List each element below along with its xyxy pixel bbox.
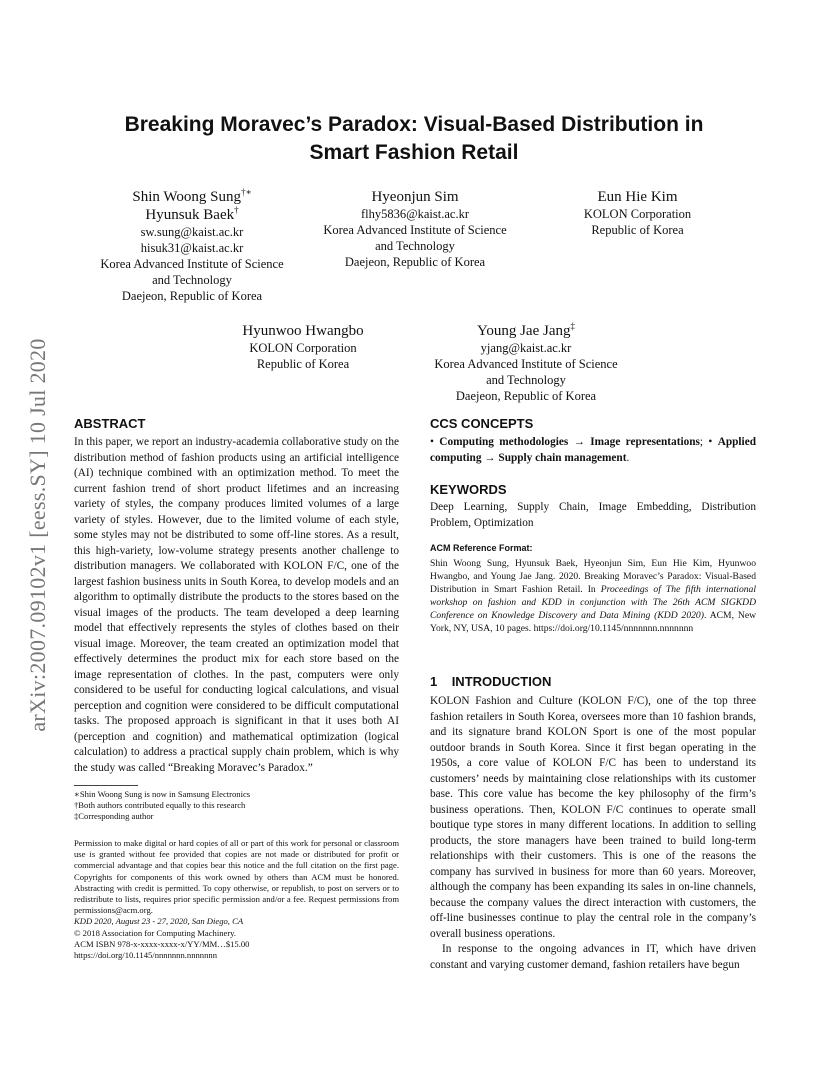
paper-title [0, 111, 828, 167]
ccs-concept-1: Computing methodologies → Image representations [439, 436, 700, 448]
footnote: ‡Corresponding author [74, 811, 154, 821]
footnote: ∗Shin Woong Sung is now in Samsung Electronics [74, 789, 251, 799]
author-email: hisuk31@kaist.ac.kr [140, 241, 244, 255]
abstract-text: In this paper, we report an industry-academia collaborative study on the distribution method of fashion products using an artificial intelligence (AI) technique combined with an optimization method. To meet the current fashion trend of short product lifetimes and an increasing variety of styles, the company produces limited volumes of a large variety of styles. However, due to the limited volume of each style, some styles may not be distributed to some off-line stores. As a result, this high-variety, low-volume strategy presents another challenge to distribution managers. We collaborated with KOLON F/C, one of the largest fashion business units in South Korea, to develop models and an algorithm to optimally distribute the products to the stores based on the visual images of the products. The team developed a deep learning model that effectively represents the styles of clothes based on their visual image. Moreover, the team created an optimization model that effectively determines the product mix for each store based on the image representation of clothes. In the past, computers were only considered to be useful for conducting logical calculations, and visual perception and cognition were considered to be difficult computational tasks. The proposed approach is significant in that it uses both AI (perception and cognition) and mathematical optimization (logical calculation) to address a practical supply chain problem, which is why the study was called “Breaking Moravec’s Paradox.” [74, 436, 399, 774]
title-line-1: Breaking Moravec’s Paradox: Visual-Based Distribution in [124, 113, 704, 136]
author-affiliation: Korea Advanced Institute of Science [434, 357, 618, 371]
acm-ref-heading: ACM Reference Format: [430, 543, 533, 553]
isbn-line: ACM ISBN 978-x-xxxx-xxxx-x/YY/MM…$15.00 [74, 938, 250, 949]
ccs-heading: CCS CONCEPTS [430, 416, 534, 431]
author-group-4 [193, 322, 413, 372]
copyright-line: © 2018 Association for Computing Machinery. [74, 927, 237, 938]
author-affiliation: KOLON Corporation [583, 207, 692, 221]
permission-text: Permission to make digital or hard copies of all or part of this work for personal or classroom use is granted without fee provided that copies are not made or distributed for profit or commercial advantage and that copies bear this notice and the full citation on the first page. Copyrights for components of this work owned by others than ACM must be honored. Abstracting with credit is permitted. To copy otherwise, or republish, to post on servers or to redistribute to lists, requires prior specific permission and/or a fee. Request permissions from permissions@acm.org. [74, 838, 399, 916]
author-email: yjang@kaist.ac.kr [480, 341, 572, 355]
author-affiliation: Korea Advanced Institute of Science [100, 257, 284, 271]
author-group-3 [530, 188, 745, 238]
author-location: Republic of Korea [591, 223, 684, 237]
title-line-2: Smart Fashion Retail [309, 141, 519, 164]
author-affiliation: and Technology [152, 273, 232, 287]
intro-paragraph-2: In response to the ongoing advances in IT, which have driven constant and varying customer demand, fashion retailers have begun [430, 943, 756, 971]
abstract-heading: ABSTRACT [74, 416, 146, 431]
arxiv-identifier: arXiv:2007.09102v1 [eess.SY] 10 Jul 2020 [25, 338, 50, 732]
arxiv-sidebar [18, 290, 58, 780]
ccs-bullet: • [708, 436, 713, 448]
intro-heading [430, 674, 551, 689]
author-affiliation: and Technology [486, 373, 566, 387]
acm-ref-tail: . ACM, New York, NY, USA, 10 pages. https://doi.org/10.1145/nnnnnnn.nnnnnnn [430, 610, 756, 634]
author-mark: †∗ [240, 187, 252, 197]
author-affiliation: Korea Advanced Institute of Science [323, 223, 507, 237]
footnote-rule [74, 785, 138, 786]
footnote: †Both authors contributed equally to this research [74, 800, 246, 810]
acm-ref-venue: Proceedings of The fifth international workshop on fashion and KDD in conjunction with The 26th ACM SIGKDD Conference on Knowledge Discovery and Data Mining (KDD 2020) [430, 584, 756, 621]
intro-body [430, 694, 756, 973]
author-name: Young Jae Jang [477, 323, 571, 339]
intro-paragraph-1: KOLON Fashion and Culture (KOLON F/C), one of the top three fashion retailers in South Korea, oversees more than 10 fashion brands, and its signature brand KOLON Sport is one of the most popular outdoor brands in South Korea. Since it first began operating in the 1950s, a core value of KOLON F/C has been to understand its customers’ needs by maintaining close relationships with its customer base. This core value has become the key philosophy of the firm’s business operations. Then, KOLON F/C continues to operate small boutique type stores in many different locations. In addition to selling products, the store managers have been trained to build long-term relationships with their customers. This is one of the reasons the company has survived in business for more than 60 years. Moreover, although the company has been expanding its sales in on-line channels, because the company values the direct interaction with customers, the off-line businesses continue to play the central role in the company’s overall business operations. [430, 695, 756, 940]
acm-ref-authors: Shin Woong Sung, Hyunsuk Baek, Hyeonjun Sim, Eun Hie Kim, Hyunwoo Hwangbo, and Young Jae Jang. 2020. Breaking Moravec’s Paradox: Visual-Based Distribution in Smart Fashion Retail. In [430, 558, 756, 595]
ccs-concept-2: Applied computing → Supply chain management [430, 436, 756, 464]
author-group-2 [305, 188, 525, 270]
author-email: flhy5836@kaist.ac.kr [360, 207, 469, 221]
author-location: Daejeon, Republic of Korea [455, 389, 597, 403]
author-name: Hyeonjun Sim [371, 189, 459, 205]
author-mark: † [234, 205, 239, 215]
ccs-end: . [626, 451, 630, 464]
permission-block [74, 838, 399, 961]
ccs-bullet: • [430, 436, 434, 448]
conference-line: KDD 2020, August 23 - 27, 2020, San Diego, CA [74, 916, 244, 927]
author-name: Hyunsuk Baek [145, 207, 235, 223]
author-name: Shin Woong Sung [132, 189, 241, 205]
author-affiliation: and Technology [375, 239, 455, 253]
footnotes [74, 789, 399, 822]
keywords-heading: KEYWORDS [430, 482, 507, 497]
author-group-1 [82, 188, 302, 304]
author-location: Daejeon, Republic of Korea [344, 255, 486, 269]
author-name: Eun Hie Kim [597, 189, 678, 205]
acm-ref-text [430, 557, 756, 635]
ccs-text [430, 435, 756, 466]
keywords-text: Deep Learning, Supply Chain, Image Embedding, Distribution Problem, Optimization [430, 501, 756, 529]
author-location: Daejeon, Republic of Korea [121, 289, 263, 303]
section-number: 1 [430, 674, 438, 689]
author-location: Republic of Korea [256, 357, 350, 371]
author-email: sw.sung@kaist.ac.kr [140, 225, 244, 239]
ccs-separator: ; [699, 436, 709, 448]
doi-link[interactable]: https://doi.org/10.1145/nnnnnnn.nnnnnnn [74, 950, 217, 961]
author-affiliation: KOLON Corporation [249, 341, 357, 355]
section-title: INTRODUCTION [451, 674, 552, 689]
author-mark: ‡ [570, 321, 575, 331]
author-group-5 [416, 322, 636, 404]
author-name: Hyunwoo Hwangbo [242, 323, 364, 339]
